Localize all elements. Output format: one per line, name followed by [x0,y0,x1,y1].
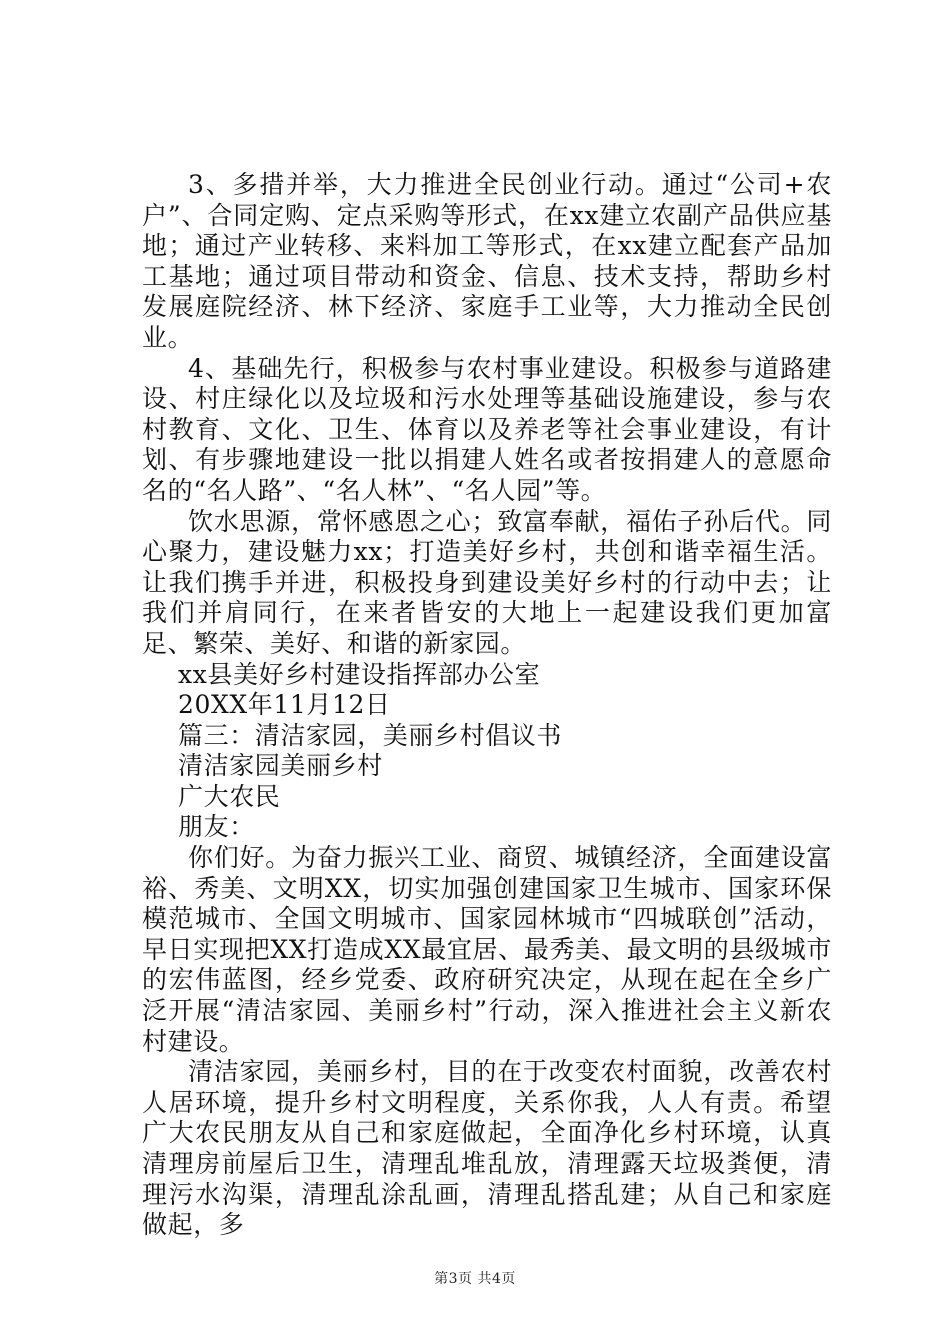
paragraph-purpose: 清洁家园，美丽乡村，目的在于改变农村面貌，改善农村人居环境，提升乡村文明程度，关系你我，人人有责。希望广大农民朋友从自己和家庭做起，全面净化乡村环境，认真清理房前屋后卫生，清理乱堆乱放，清理露天垃圾粪便，清理污水沟渠，清理乱涂乱画，清理乱搭乱建；从自己和家庭做起，多 [142,1057,832,1240]
page-footer: 第3页 共4页 [434,1271,516,1287]
paragraph-greeting: 你们好。为奋力振兴工业、商贸、城镇经济，全面建设富裕、秀美、文明XX，切实加强创建国家卫生城市、国家环保模范城市、全国文明城市、国家园林城市“四城联创”活动，早日实现把XX打造成XX最宜居、最秀美、最文明的县级城市的宏伟蓝图，经乡党委、政府研究决定，从现在起在全乡广泛开展“清洁家园、美丽乡村”行动，深入推进社会主义新农村建设。 [142,843,832,1056]
salutation-line-1: 广大农民 [178,781,281,811]
signature-date: 20XX年11月12日 [178,690,391,720]
paragraph-measure-3: 3、多措并举，大力推进全民创业行动。通过“公司+农户”、合同定购、定点采购等形式，在xx建立农副产品供应基地；通过产业转移、来料加工等形式，在xx建立配套产品加工基地；通过项目带动和资金、信息、技术支持，帮助乡村发展庭院经济、林下经济、家庭手工业等，大力推动全民创业。 [142,170,832,352]
document-body [142,170,832,1241]
paragraph-closing-appeal: 饮水思源，常怀感恩之心；致富奉献，福佑子孙后代。同心聚力，建设魅力xx；打造美好乡村，共创和谐幸福生活。让我们携手并进，积极投身到建设美好乡村的行动中去；让我们并肩同行，在来者皆安的大地上一起建设我们更加富足、繁荣、美好、和谐的新家园。 [142,506,832,658]
signature-organization: xx县美好乡村建设指挥部办公室 [178,659,541,689]
section-heading: 篇三：清洁家园，美丽乡村倡议书 [178,720,563,750]
document-subtitle: 清洁家园美丽乡村 [178,751,383,781]
salutation-line-2: 朋友： [178,812,255,842]
paragraph-measure-4: 4、基础先行，积极参与农村事业建设。积极参与道路建设、村庄绿化以及垃圾和污水处理等基础设施建设，参与农村教育、文化、卫生、体育以及养老等社会事业建设，有计划、有步骤地建设一批以捐建人姓名或者按捐建人的意愿命名的“名人路”、“名人林”、“名人园”等。 [142,353,832,505]
